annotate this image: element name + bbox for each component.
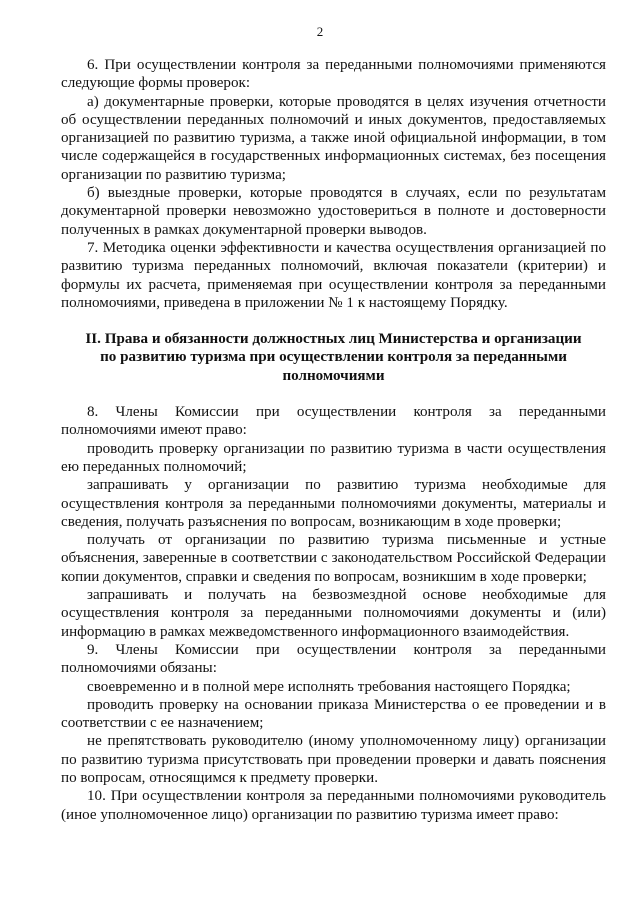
paragraph-9-item-2: проводить проверку на основании приказа Министерства о ее проведении и в соответствии с ее назначением; [61, 696, 606, 732]
section-heading-line-3: полномочиями [282, 367, 385, 384]
paragraph-9-item-1: своевременно и в полной мере исполнять требования настоящего Порядка; [87, 678, 571, 695]
paragraph-7: 7. Методика оценки эффективности и качества осуществления организацией по развитию туризма переданных полномочий, включая показатели (критерии) и формулы их расчета, применяемая при осуществлении контроля за переданными полномочиями, приведена в приложении № 1 к настоящему Порядку. [61, 239, 606, 311]
paragraph-6-b: б) выездные проверки, которые проводятся в случаях, если по результатам документарной проверки невозможно удостовериться в полноте и достоверности полученных в рамках документарной проверки выводов. [61, 185, 606, 238]
page-number: 2 [316, 24, 324, 39]
section-heading-line-1: II. Права и обязанности должностных лиц Министерства и организации [85, 331, 582, 348]
paragraph-6-a: а) документарные проверки, которые проводятся в целях изучения отчетности об осуществлении переданных полномочий и иных документов, предоставляемых организацией по развитию туризма, а также иной официальной информации, в том числе содержащейся в государственных информационных системах, без посещения организации по развитию туризма; [61, 93, 606, 183]
paragraph-8-intro: 8. Члены Комиссии при осуществлении контроля за переданными полномочиями имеют право: [61, 404, 606, 439]
paragraph-8-item-3: получать от организации по развитию туризма письменные и устные объяснения, заверенные в соответствии с законодательством Российской Федерации копии документов, справки и сведения по вопросам, возникшим в ходе проверки; [61, 532, 606, 585]
paragraph-8-item-4: запрашивать и получать на безвозмездной основе необходимые для осуществления контроля за переданными полномочиями документы и (или) информацию в рамках межведомственного информационного взаимодействия. [61, 587, 606, 640]
section-heading-line-2: по развитию туризма при осуществлении контроля за переданными [100, 349, 567, 366]
paragraph-8-item-1: проводить проверку организации по развитию туризма в части осуществления ею переданных полномочий; [61, 440, 606, 475]
paragraph-9-intro: 9. Члены Комиссии при осуществлении контроля за переданными полномочиями обязаны: [61, 641, 606, 677]
section-heading [61, 330, 606, 385]
document-body [61, 56, 606, 824]
paragraph-6-intro: 6. При осуществлении контроля за переданными полномочиями применяются следующие формы проверок: [61, 57, 606, 92]
paragraph-10-intro: 10. При осуществлении контроля за переданными полномочиями руководитель (иное уполномоченное лицо) организации по развитию туризма имеет право: [61, 788, 606, 823]
paragraph-9-item-3: не препятствовать руководителю (иному уполномоченному лицу) организации по развитию туризма присутствовать при проведении проверки и давать пояснения по вопросам, относящимся к предмету проверки. [61, 733, 606, 786]
paragraph-8-item-2: запрашивать у организации по развитию туризма необходимые для осуществления контроля за переданными полномочиями документы, материалы и сведения, получать разъяснения по вопросам, возникающим в ходе проверки; [61, 477, 606, 530]
